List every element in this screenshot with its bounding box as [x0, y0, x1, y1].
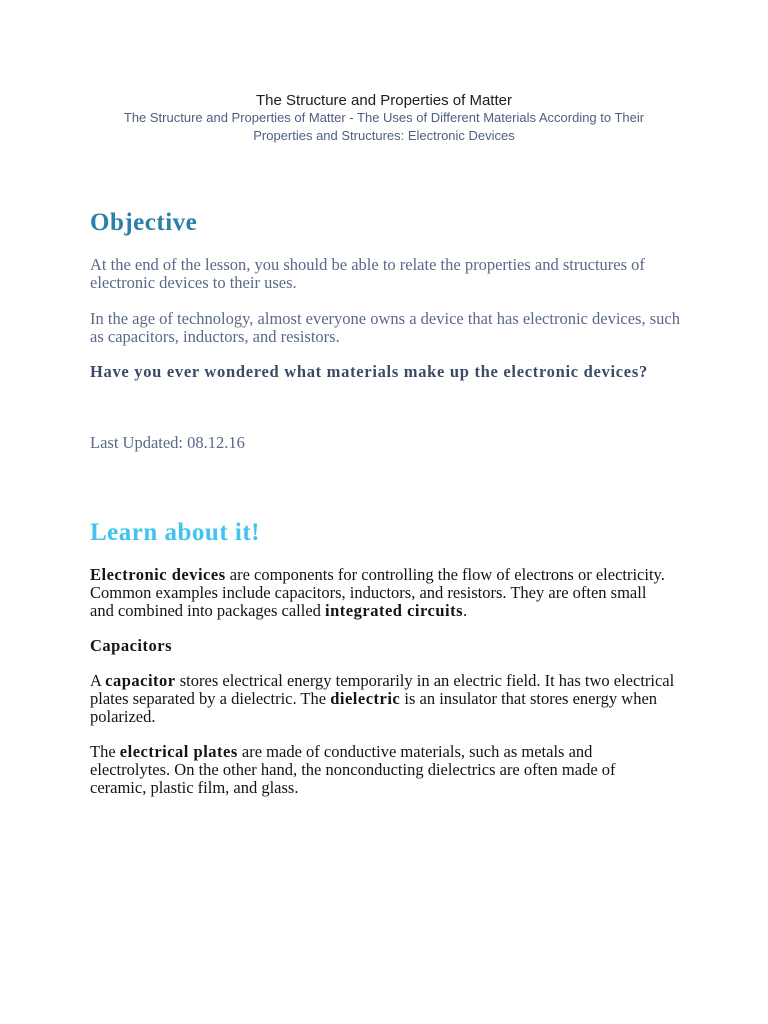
line-text: plates separated by a dielectric. The: [90, 689, 331, 708]
term-electronic-devices: Electronic devices: [90, 565, 226, 584]
objective-paragraph: [90, 310, 680, 346]
line-text: are components for controlling the flow of electrons or electricity.: [225, 565, 665, 584]
last-updated-date: 08.12.16: [187, 433, 245, 452]
paragraph-line: In the age of technology, almost everyone owns a device that has electronic devices, such: [90, 309, 680, 328]
line-text: are made of conductive materials, such as metals and: [237, 742, 593, 761]
line-text: and combined into packages called: [90, 601, 326, 620]
intro-paragraph: [90, 566, 665, 620]
line-text: .: [463, 601, 468, 620]
objective-paragraph: [90, 256, 645, 292]
paragraph-line: [90, 779, 616, 797]
capacitors-heading-text: Capacitors: [90, 636, 172, 655]
paragraph-line: [90, 761, 616, 779]
paragraph-line: [90, 566, 665, 584]
term-capacitor: capacitor: [105, 671, 176, 690]
paragraph-line: [90, 743, 616, 761]
last-updated-line: [90, 434, 245, 452]
term-electrical-plates: electrical plates: [119, 742, 238, 761]
line-text: The: [90, 742, 120, 761]
last-updated-label: Last Updated:: [90, 433, 184, 452]
line-text: ceramic, plastic film, and glass.: [90, 778, 299, 797]
line-text: electrolytes. On the other hand, the nonconducting dielectrics are often made of: [90, 760, 616, 779]
paragraph-line: [90, 602, 665, 620]
question-text: Have you ever wondered what materials make up the electronic devices?: [90, 362, 648, 381]
capacitor-paragraph: [90, 672, 674, 726]
term-dielectric: dielectric: [330, 689, 401, 708]
subtitle-line: The Structure and Properties of Matter - The Uses of Different Materials According to Their: [123, 110, 645, 125]
last-updated: [90, 434, 245, 452]
paragraph-line: [90, 708, 674, 726]
paragraph-line: [90, 690, 674, 708]
line-text: polarized.: [90, 707, 156, 726]
paragraph-line: as capacitors, inductors, and resistors.: [90, 327, 340, 346]
line-text: A: [90, 671, 106, 690]
learn-about-it-heading: Learn about it!: [90, 519, 260, 546]
paragraph-line: [90, 672, 674, 690]
document-title: The Structure and Properties of Matter: [256, 92, 512, 109]
line-text: Common examples include capacitors, inductors, and resistors. They are often small: [90, 583, 647, 602]
line-text: stores electrical energy temporarily in an electric field. It has two electrical: [175, 671, 675, 690]
electrical-plates-paragraph: [90, 743, 616, 797]
subtitle-line: Properties and Structures: Electronic Devices: [253, 128, 515, 143]
paragraph-line: electronic devices to their uses.: [90, 273, 297, 292]
document-subtitle: [0, 109, 768, 145]
term-integrated-circuits: integrated circuits: [325, 601, 464, 620]
capacitors-heading: [90, 637, 172, 655]
paragraph-line: At the end of the lesson, you should be able to relate the properties and structures of: [90, 255, 645, 274]
guiding-question: [90, 363, 648, 381]
paragraph-line: [90, 584, 665, 602]
line-text: is an insulator that stores energy when: [400, 689, 658, 708]
objective-heading: Objective: [90, 209, 198, 236]
